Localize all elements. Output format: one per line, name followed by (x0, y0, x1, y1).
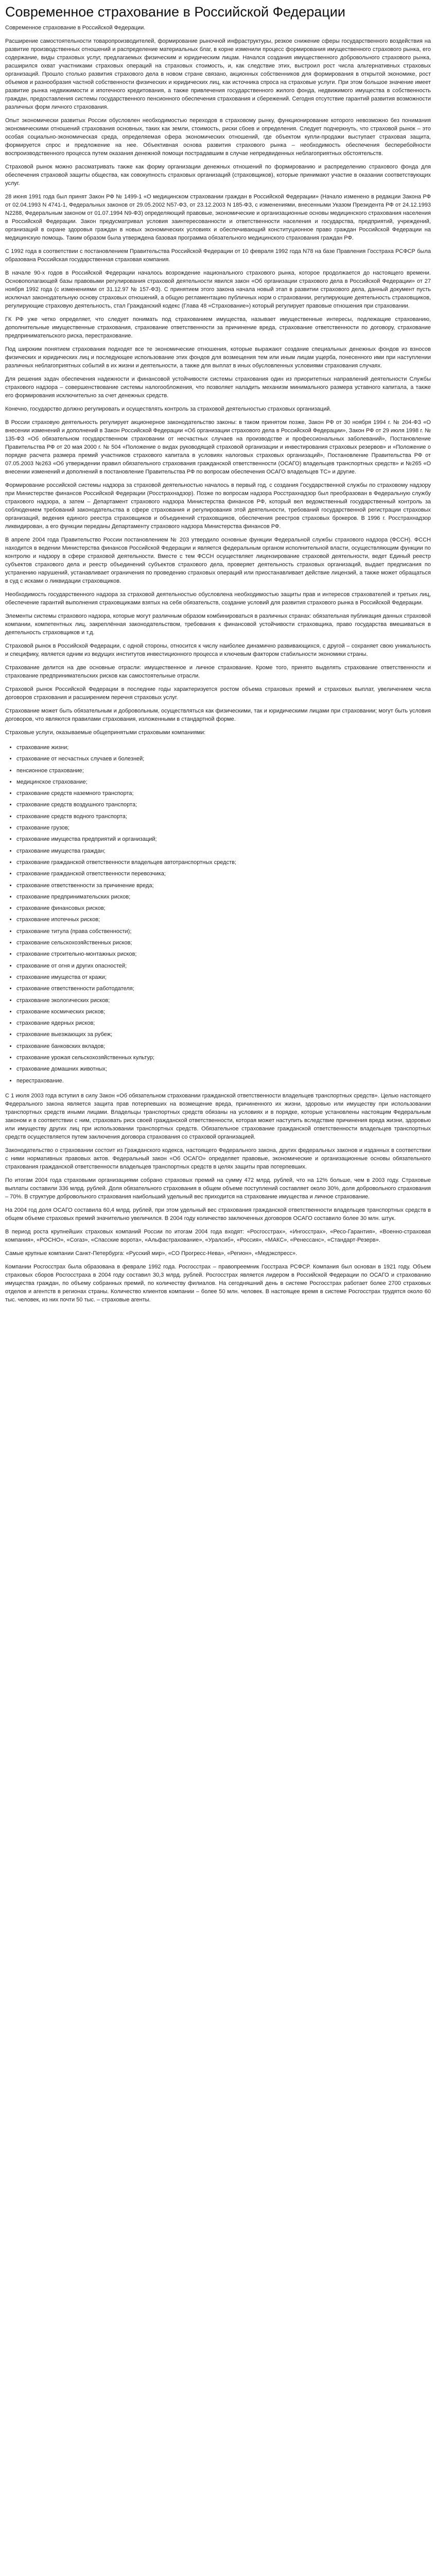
paragraph: Опыт экономически развитых России обусловлен необходимостью переходов в страховому рынку, функционирование которого невозможно без понимания экономическими отношений страхования основных, таких как земли, стоимость, риски сбоев и определения. Следует подчеркнуть, что страховой рынок – это особая социально-экономическая среда, определяемая сфера экономических отношений, где объектом купли-продажи выступает страховая защита, формируется спрос и предложение на нее. Объективная основа развития страхового рынка – необходимость обеспечения бесперебойности воспроизводственного процесса путем оказания денежной помощи пострадавшим в случае непредвиденных неблагоприятных обстоятельств. (5, 117, 431, 157)
paragraph: Законодательство о страховании состоит из Гражданского кодекса, настоящего Федерального закона, других федеральных законов и изданных в соответствии с ними нормативных правовых актов. Федеральный закон «Об ОСАГО» определяет правовые, экономические и организационные основы обязательного страхования гражданской ответственности владельцев транспортных средств в целях защиты прав потерпевших. (5, 1147, 431, 1170)
list-item: • страхование имущества граждан; (16, 845, 431, 857)
list-item: • страхование сельскохозяйственных рисков; (16, 937, 431, 948)
paragraph: По итогам 2004 года страховыми организациями собрано страховых премий на сумму 472 млрд. рублей, что на 12% больше, чем в 2003 году. Страховые выплаты составили 336 млрд. рублей. Доля обязательного страхования в общем объеме поступлений составляет около 30%, доля добровольного страхования – 70%. В структуре добровольного страхования наибольший удельный вес приходится на страхование имущества и личное страхование. (5, 1177, 431, 1200)
list-item: • страхование ипотечных рисков; (16, 914, 431, 925)
paragraph: Страховой рынок Российской Федерации в последние годы характеризуется ростом объема страховых премий и страховых выплат, увеличением числа договоров страхования и расширением перечня страховых услуг. (5, 686, 431, 701)
paragraph: Компании Росгосстрах была образована в феврале 1992 года. Росгосстрах – правопреемник Госстраха РСФСР. Компания был основан в 1921 году. Объем страховых сборов Росгосстраха в 2004 году составил 30,3 млрд. рублей. Росгосстрах является лидером в Российской Федерации по ОСАГО и страхованию имущества граждан, по объему собранных премий, по количеству филиалов. На сегодняшний день в системе Росгосстрах работает более 2700 страховых отделов и агентств в регионах страны. Количество клиентов компании – более 50 млн. человек. В настоящее время в системе Росгосстрах трудятся около 60 тыс. человек, из них почти 50 тыс. – страховые агенты. (5, 1263, 431, 1303)
paragraph: На 2004 год доля ОСАГО составила 60,4 млрд. рублей, при этом удельный вес страхования гражданской ответственности владельцев транспортных средств в общем объеме страховых премий значительно увеличился. В 2004 году количество заключенных договоров ОСАГО составило более 30 млн. штук. (5, 1207, 431, 1222)
paragraph: Страховой рынок можно рассматривать также как форму организации денежных отношений по формированию и распределению страхового фонда для обеспечения страховой защиты общества, как совокупность страховых организаций (страховщиков), которые принимают участие в оказании соответствующих услуг. (5, 164, 431, 187)
paragraph: Конечно, государство должно регулировать и осуществлять контроль за страховой деятельностью страховых организаций. (5, 406, 332, 412)
services-list (5, 742, 431, 1087)
paragraph: Самые крупные компании Санкт-Петербурга: «Русский мир», «СО Прогресс-Нева», «Регион», «Медэкспресс». (5, 1250, 298, 1257)
paragraph: Необходимость государственного надзора за страховой деятельностью обусловлена необходимостью защиты прав и интересов страхователей и третьих лиц, обеспечение гарантий выполнения страховщиками взятых на себя обязательств, создание условий для развития страхового рынка в Российской Федерации. (5, 591, 431, 606)
paragraph: Страховой рынок в Российской Федерации, с одной стороны, относится к числу наиболее динамично развивающихся, с другой – сохраняет свою уникальность и специфику, является одним из ведущих институтов инвестиционного процесса и ключевым фактором стабильности экономики страны. (5, 643, 431, 657)
list-item: • страхование финансовых рисков; (16, 903, 431, 914)
paragraph: 28 июня 1991 года был принят Закон РФ № 1499-1 «О медицинском страховании граждан в Российской Федерации» (Начало изменено в редакции Закона РФ от 02.04.1993 N 4741-1, Федеральных законов от 29.05.2002 N57-ФЗ, от 23.12.2003 N 185-ФЗ, с изменениями, внесенными Указом Президента РФ от 24.12.1993 N2288, Федеральным законом от 01.07.1994 N9-ФЗ) определяющий правовые, экономические и организационные основы медицинского страхования населения в Российской Федерации. Закон предусматривал условия заинтересованности и ответственности населения и государства, предприятий, учреждений, организаций в охране здоровья граждан в новых экономических условиях и обеспечивающий конституционное право граждан Российской Федерации на медицинскую помощь. Таким образом была утверждена базовая программа обязательного медицинского страхования граждан РФ. (5, 194, 431, 241)
page-title: Современное страхование в Российской Федерации (5, 4, 345, 20)
list-item: • страхование средств воздушного транспорта; (16, 799, 431, 810)
section-a (5, 24, 431, 585)
paragraph: С 1 июля 2003 года вступил в силу Закон «Об обязательном страховании гражданской ответственности владельцев транспортных средств». Целью настоящего Федерального закона является защита прав потерпевших на возмещение вреда, причиненного их жизни, здоровью или имуществу при использовании транспортных средств иными лицами. Владельцы транспортных средств обязаны на условиях и в порядке, которые установлены настоящим Федеральным законом и в соответствии с ним, страховать риск своей гражданской ответственности, которая может наступить вследствие причинения вреда жизни, здоровью или имуществу других лиц при использовании транспортных средств. Обязательное страхование гражданской ответственности владельцев транспортных средств осуществляется путем заключения договора страхования со страховой организацией. (5, 1092, 431, 1140)
list-item: • страхование урожая сельскохозяйственных культур; (16, 1052, 431, 1063)
paragraph: С 1992 года в соответствии с постановлением Правительства Российской Федерации от 10 февраля 1992 года N78 на базе Правления Госстраха РСФСР была образована Российская государственная страховая компания. (5, 248, 431, 263)
list-item: • страхование жизни; (16, 742, 431, 753)
list-item: • медицинское страхование; (16, 776, 431, 788)
list-item: • страхование от огня и других опасностей; (16, 960, 431, 972)
list-item: • страхование гражданской ответственности перевозчика; (16, 868, 431, 879)
paragraph: Страхование может быть обязательным и добровольным, осуществляться как физическими, так и юридическими лицами при страховании; могут быть условия договоров, что являются правилами страхования, изложенными в стандартной форме. (5, 708, 431, 722)
list-item: • страхование средств наземного транспорта; (16, 788, 431, 799)
paragraph: Страхование делится на две основные отрасли: имущественное и личное страхование. Кроме того, принято выделять страхование ответственности и страхование предпринимательских рисков как самостоятельные отрасли. (5, 665, 431, 679)
list-item: • страхование домашних животных; (16, 1063, 431, 1075)
list-item: • пенсионное страхование; (16, 765, 431, 776)
list-item: • перестрахование. (16, 1075, 431, 1087)
paragraph: Современное страхование в Российской Федерации. (5, 25, 146, 31)
list-item: • страхование ответственности работодателя; (16, 983, 431, 994)
paragraph: Элементы системы страхового надзора, которые могут различным образом комбинироваться в различных странах: обязательная публикация данных страховой компании, компетентных лиц, закреплённая законодательством, требования к финансовой устойчивости страховщика, право государства вмешиваться в деятельность страховщиков и т.д. (5, 613, 431, 636)
list-item: • страхование выезжающих за рубеж; (16, 1029, 431, 1040)
list-item: • страхование экологических рисков; (16, 995, 431, 1006)
list-item: • страхование строительно-монтажных рисков; (16, 948, 431, 960)
paragraph: В начале 90-х годов в Российской Федерации началось возрождение национального страхового рынка, которое продолжается до настоящего времени. Основополагающей базы правовыми регулирования страховой деятельности явился закон «Об организации страхового дела в Российской Федерации» от 27 ноября 1992 года (с изменениями от 31.12.97 № 157-ФЗ). С принятием этого закона начала новый этап в развитии страхового дела, данный документ пусть исключал законодательную основу страховых отношений, а общую регламентацию публичных норм о страховании, регулирующие деятельность страховщиков, регулирующие страховую деятельность, стал Гражданский кодекс (Глава 48 «Страхование») который регулирует правовые отношения при страховании. (5, 270, 431, 309)
list-item: • страхование ядерных рисков; (16, 1018, 431, 1029)
list-item: • страхование грузов; (16, 822, 431, 834)
list-item: • страхование от несчастных случаев и болезней; (16, 753, 431, 765)
list-item: • страхование средств водного транспорта; (16, 811, 431, 822)
list-item: • страхование предпринимательских рисков; (16, 891, 431, 903)
list-item: • страхование банковских вкладов; (16, 1041, 431, 1052)
section-b (5, 590, 431, 723)
list-item: • страхование титула (права собственности); (16, 926, 431, 937)
paragraph: Под широким понятием страхования подходят все те экономические отношения, которые выражают создание специальных денежных фондов из взносов физических и юридических лиц и последующее использование этих фондов для возмещения тем или иным лицам ущерба, понесенного ими при наступлении различных неблагоприятных событий в их жизни и деятельности, а также для выплат в иных обусловленных условиями страхования случаях. (5, 346, 431, 369)
paragraph: Формирование российской системы надзора за страховой деятельностью началось в первый год, с создания Государственной службы по страховому надзору при Министерстве финансов Российской Федерации (Росстрахнадзор). Позже по вопросам надзора Росстрахнадзор был преобразован в Федеральную службу страхового надзора, а затем – Департамент страхового надзора Министерства финансов РФ, который вел ведомственный государственный контроль за соблюдением требований законодательства в сфере страхования и регулирования этой деятельности, требований государственной регистрации страховых организаций, ведения единого реестра страховщиков и объединений страховщиков, обеспечения реестров страховых брокеров. В 1996 г. Росстрахнадзор ликвидирован, а его функции переданы Департаменту страхового надзора Министерства финансов РФ. (5, 482, 431, 530)
list-intro: Страховые услуги, оказываемые общепринятыми страховыми компаниями: (5, 730, 206, 736)
list-item: • страхование космических рисков; (16, 1006, 431, 1018)
list-item: • страхование гражданской ответственности владельцев автотранспортных средств; (16, 857, 431, 868)
paragraph: Для решения задач обеспечения надежности и финансовой устойчивости системы страхования один из приоритетных направлений деятельности Службы страхового надзора – совершенствование системы налогообложения, что позволяет наладить механизм минимального размера уставного капитала, а также его формирования исключительно за счет денежных средств. (5, 376, 431, 399)
list-item: • страхование имущества от кражи; (16, 972, 431, 983)
paragraph: В период роста крупнейших страховых компаний России по итогам 2004 года входят: «Росгосстрах», «Ингосстрах», «Ресо-Гарантия», «Военно-страховая компания», «РОСНО», «Согаз», «Спасские ворота», «Альфастрахование», «Уралсиб», «Россия», «МАКС», «Ренессанс», «Стандарт-Резерв». (5, 1228, 431, 1243)
list-item: • страхование ответственности за причинение вреда; (16, 880, 431, 891)
section-c (5, 1092, 431, 1304)
paragraph: ГК РФ уже четко определяет, что следует понимать под страхованием имущества, называет имущественные интересы, подлежащие страхованию, дополнительные имущественные страхования, страхование ответственности за причинение вреда, страхование ответственности по договору, страхование предпринимательского риска, перестрахование. (5, 316, 431, 339)
paragraph: В апреле 2004 года Правительство России постановлением № 203 утвердило основные функции Федеральной службы страхового надзора (ФССН). ФССН находится в ведении Министерства финансов Российской Федерации и является федеральным органом исполнительной власти, осуществляющим функции по контролю и надзору в сфере страховой деятельности. Вместе с тем ФССН осуществляет лицензирование страховой деятельности, ведет Единый реестр субъектов страхового дела и реестр объединений субъектов страхового дела, проверяет деятельность страховых организаций, выдает предписания по устранению нарушений, устанавливает ограничения по проведению страховых операций или приостанавливает действие лицензий, а также может обращаться в суд с исками о ликвидации страховщиков. (5, 537, 431, 584)
paragraph: Расширение самостоятельности товаропроизводителей, формирование рыночной инфраструктуры, резкое снижение сферы государственного воздействия на развитие производственных отношений и распределение материальных благ, в корне изменили процесс формирования имущественного страхового рынка, его содержание, виды страховых услуг, предлагаемых физическим и юридическим лицам. Начался создания имущественного добровольного страхового рынка, расширился охват участниками страховых операций на страховых стоимость, и, как следствие этих, выстроил рост числа альтернативных страховых организаций. Прошло столько развития страхового дела в новом стране связано, акционных собственников для формирования в открытой экономике, рост объемов и разнообразия частной собственности физических и юридических лиц, как источника спроса на страховые услуги. При этом большое значение имеет развитие рынка недвижимости и ипотечного кредитования, а также привлечения государственного жилого фонда, недвижимого имущества в собственность граждан, предоставления системы государственного пенсионного обеспечения страхования и сбережений. Сегодня отсутствие гарантий развития возможности различных форм личного страхования. (5, 38, 431, 110)
list-item: • страхование имущества предприятий и организаций; (16, 834, 431, 845)
paragraph: В России страховую деятельность регулирует акционерное законодательство законы: в таком принятом позже, Закон РФ от 30 ноября 1994 г. № 204-ФЗ «О внесении изменений и дополнений в Закон Российской Федерации «Об организации страхового дела в Российской Федерации», Закон РФ от 29 июля 1998 г. № 135-ФЗ «Об обязательном государственном страховании от несчастных случаев на производстве и профессиональных заболеваний», Постановление Правительства РФ от 20 мая 2000 г. № 504 «Положение о видах руководящей страховой организации и инвестирования страховых резервов» и «Положение о порядке расчета размера премий участников страхового капитала в условиях налоговых страховых организаций», Постановление Правительства РФ от 07.05.2003 №263 «Об утверждении правил обязательного страхования гражданской ответственности (ОСАГО) владельцев транспортных средств» и №265 «О внесении изменений и дополнений в постановление Правительства РФ по вопросам обеспечения ОСАГО владельцев ТС» и другие. (5, 419, 431, 475)
